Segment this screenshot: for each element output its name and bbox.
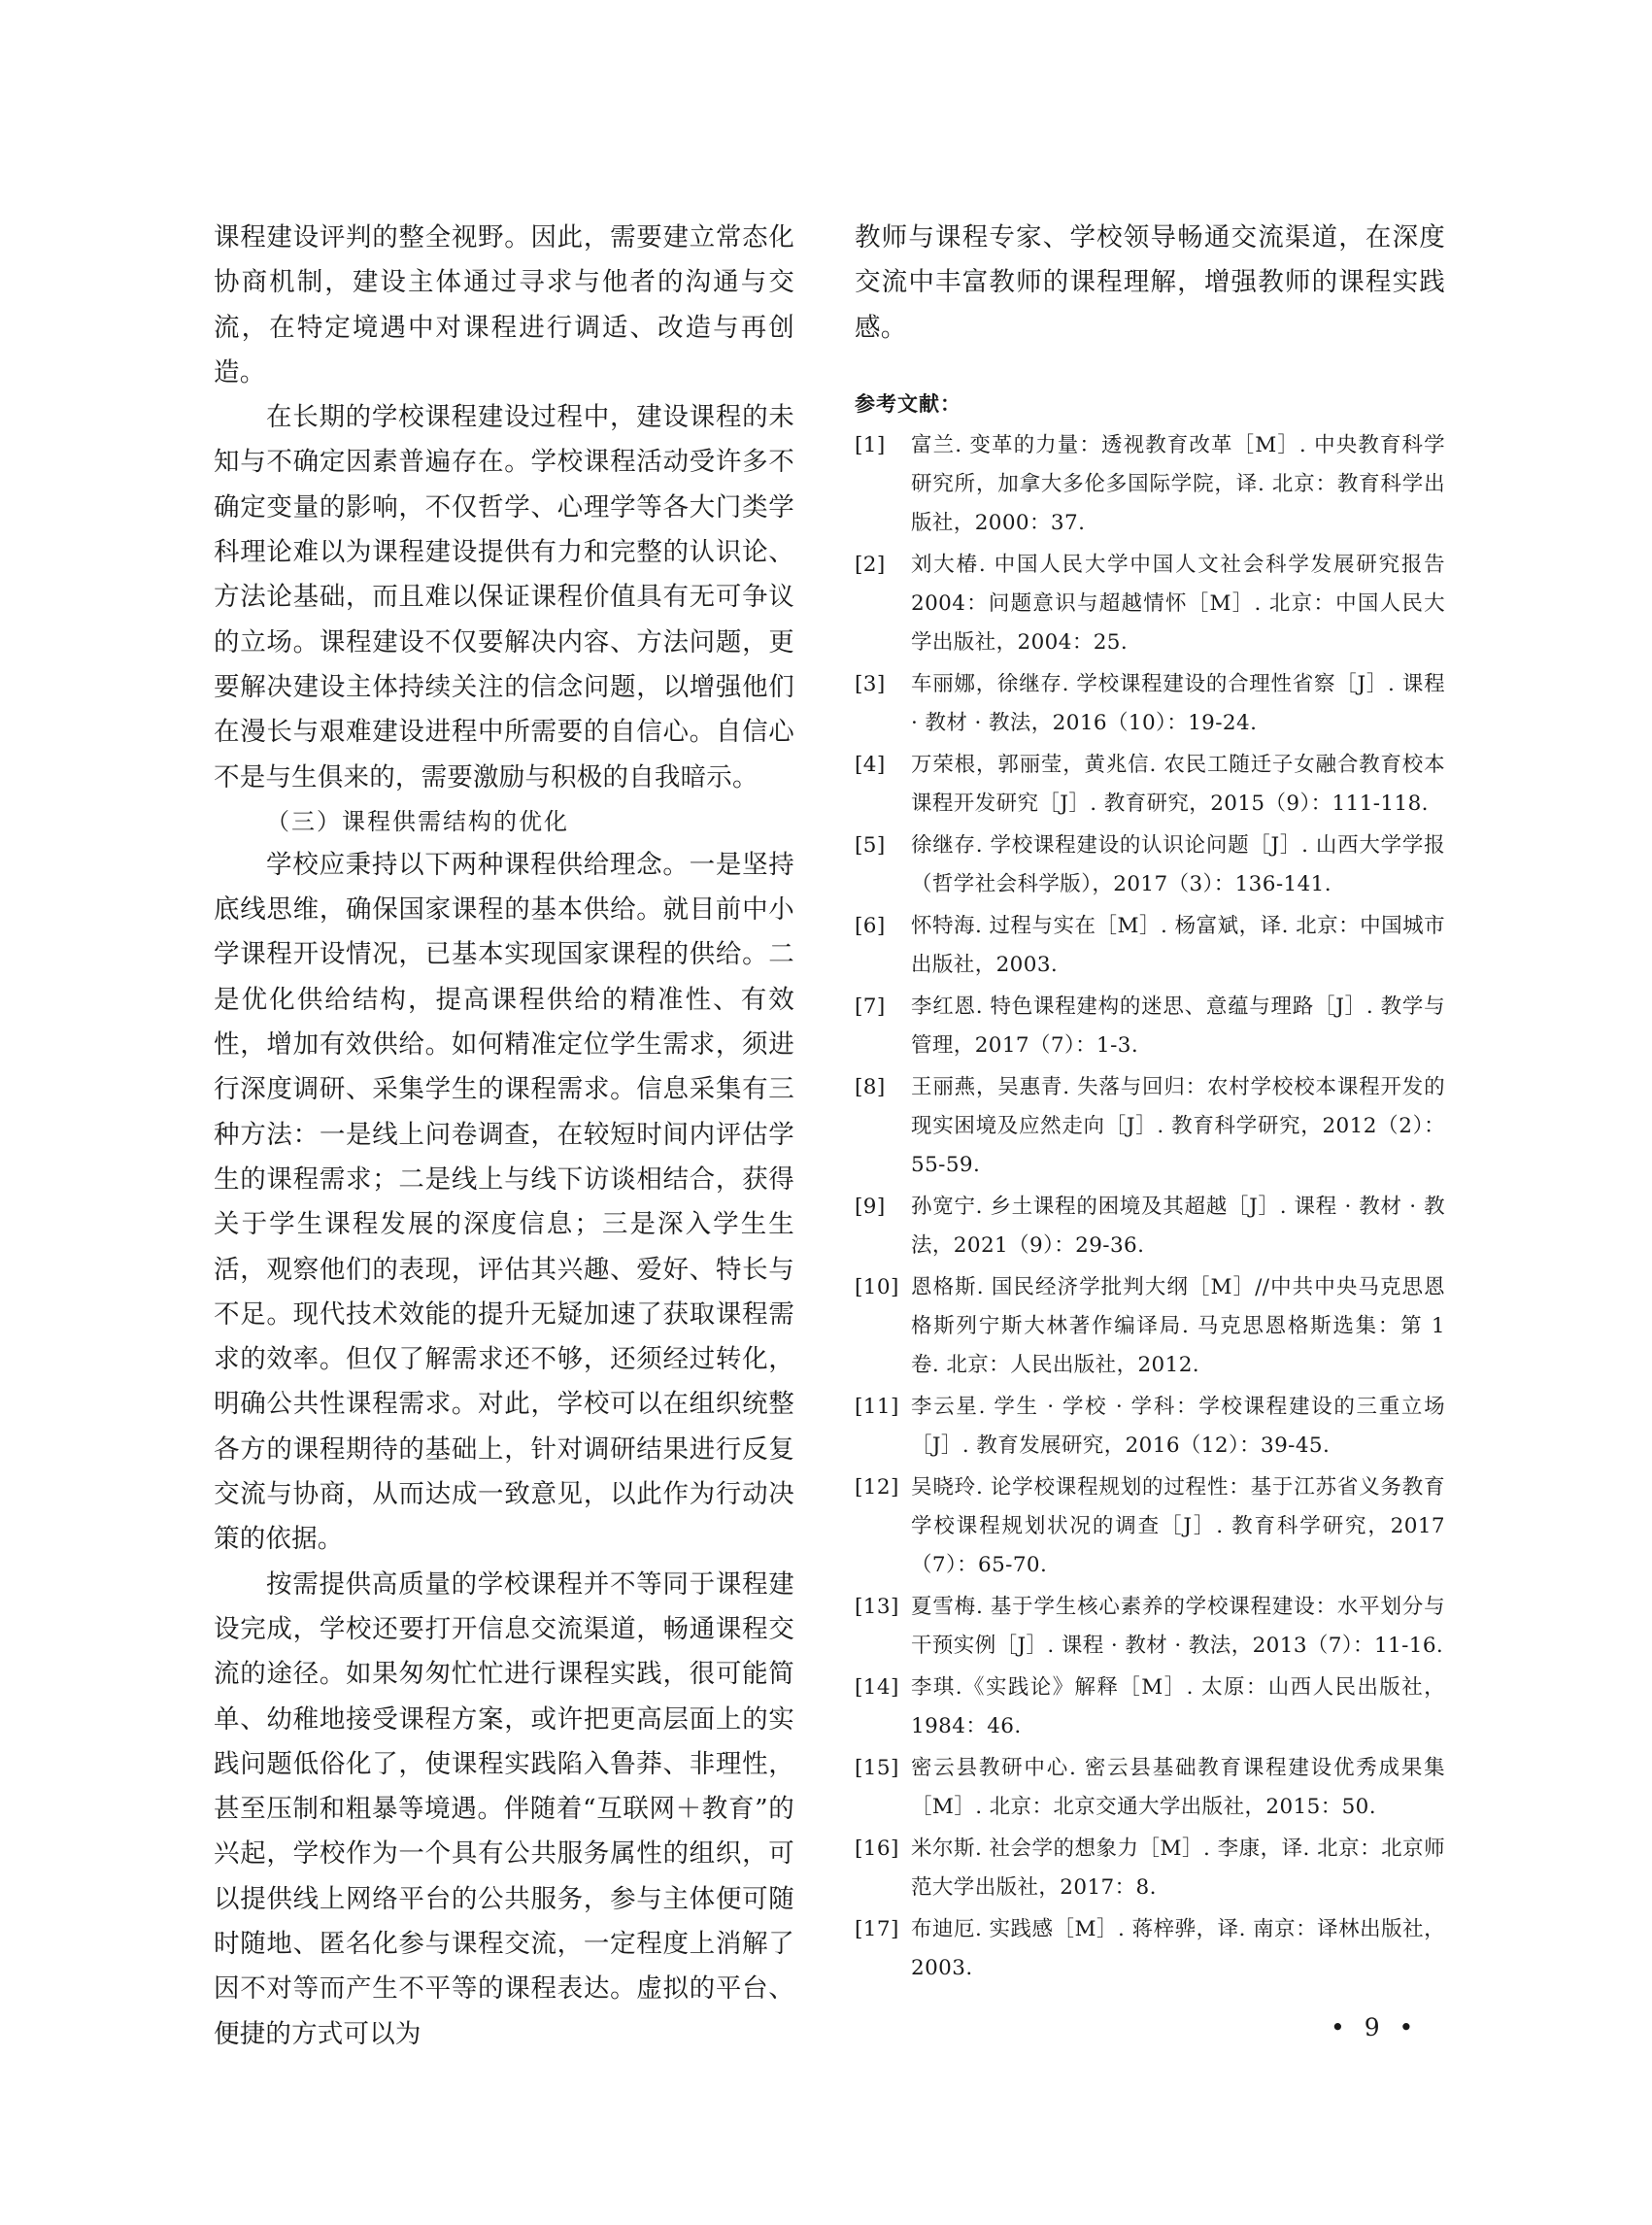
- reference-number: [5]: [855, 832, 886, 858]
- references-heading: 参考文献：: [855, 391, 961, 416]
- right-column: [855, 216, 1445, 1991]
- section-subheading: （三）课程供需结构的优化: [266, 807, 569, 835]
- reference-text: 刘大椿. 中国人民大学中国人文社会科学发展研究报告 2004：问题意识与超越情怀［M］. 北京：中国人民大学出版社，2004：25.: [911, 552, 1445, 655]
- body-paragraph: 按需提供高质量的学校课程并不等同于课程建设完成，学校还要打开信息交流渠道，畅通课程交流的途径。如果匆匆忙忙进行课程实践，很可能简单、幼稚地接受课程方案，或许把更高层面上的实践问题低俗化了，使课程实践陷入鲁莽、非理性，甚至压制和粗暴等境遇。伴随着“互联网＋教育”的兴起，学校作为一个具有公共服务属性的组织，可以提供线上网络平台的公共服务，参与主体便可随时随地、匿名化参与课程交流，一定程度上消解了因不对等而产生不平等的课程表达。虚拟的平台、便捷的方式可以为: [214, 1568, 794, 2049]
- reference-text: 王丽燕，吴惠青. 失落与回归：农村学校校本课程开发的现实困境及应然走向［J］. 教育科学研究，2012（2）：55-59.: [911, 1074, 1445, 1177]
- reference-text: 李云星. 学生 · 学校 · 学科：学校课程建设的三重立场［J］. 教育发展研究，2016（12）：39-45.: [911, 1394, 1445, 1458]
- left-column: [214, 216, 794, 2057]
- reference-text: 富兰. 变革的力量：透视教育改革［M］. 中央教育科学研究所，加拿大多伦多国际学院，译. 北京：教育科学出版社，2000：37.: [911, 432, 1445, 535]
- reference-text: 孙宽宁. 乡土课程的困境及其超越［J］. 课程 · 教材 · 教法，2021（9）：29-36.: [911, 1194, 1445, 1258]
- reference-text: 车丽娜，徐继存. 学校课程建设的合理性省察［J］. 课程 · 教材 · 教法，2016（10）：19-24.: [911, 671, 1445, 735]
- reference-number: [10]: [855, 1274, 899, 1299]
- reference-number: [4]: [855, 752, 886, 777]
- reference-number: [13]: [855, 1594, 899, 1619]
- reference-item: [855, 1669, 1445, 1746]
- reference-item: [855, 746, 1445, 824]
- reference-item: [855, 1188, 1445, 1265]
- reference-item: [855, 546, 1445, 662]
- reference-number: [16]: [855, 1836, 899, 1861]
- reference-text: 万荣根，郭丽莹，黄兆信. 农民工随迁子女融合教育校本课程开发研究［J］. 教育研究，2015（9）：111-118.: [911, 752, 1445, 816]
- reference-item: [855, 1388, 1445, 1466]
- body-paragraph: 教师与课程专家、学校领导畅通交流渠道，在深度交流中丰富教师的课程理解，增强教师的课程实践感。: [855, 222, 1445, 343]
- reference-number: [9]: [855, 1194, 886, 1219]
- reference-number: [1]: [855, 432, 886, 457]
- reference-text: 李琪.《实践论》解释［M］. 太原：山西人民出版社，1984：46.: [911, 1674, 1445, 1738]
- reference-text: 密云县教研中心. 密云县基础教育课程建设优秀成果集［M］. 北京：北京交通大学出版社，2015：50.: [911, 1755, 1445, 1819]
- reference-item: [855, 1468, 1445, 1585]
- reference-text: 怀特海. 过程与实在［M］. 杨富斌，译. 北京：中国城市出版社，2003.: [911, 913, 1445, 977]
- page-number: • 9 •: [1331, 2013, 1420, 2041]
- reference-item: [855, 1830, 1445, 1907]
- reference-number: [6]: [855, 913, 886, 938]
- reference-item: [855, 1068, 1445, 1185]
- reference-text: 徐继存. 学校课程建设的认识论问题［J］. 山西大学学报（哲学社会科学版），2017（3）：136-141.: [911, 832, 1445, 896]
- reference-item: [855, 1910, 1445, 1988]
- reference-item: [855, 826, 1445, 904]
- reference-item: [855, 665, 1445, 743]
- body-paragraph: 学校应秉持以下两种课程供给理念。一是坚持底线思维，确保国家课程的基本供给。就目前中小学课程开设情况，已基本实现国家课程的供给。二是优化供给结构，提高课程供给的精准性、有效性，增加有效供给。如何精准定位学生需求，须进行深度调研、采集学生的课程需求。信息采集有三种方法：一是线上问卷调查，在较短时间内评估学生的课程需求；二是线上与线下访谈相结合，获得关于学生课程发展的深度信息；三是深入学生生活，观察他们的表现，评估其兴趣、爱好、特长与不足。现代技术效能的提升无疑加速了获取课程需求的效率。但仅了解需求还不够，还须经过转化，明确公共性课程需求。对此，学校可以在组织统整各方的课程期待的基础上，针对调研结果进行反复交流与协商，从而达成一致意见，以此作为行动决策的依据。: [214, 849, 794, 1555]
- reference-number: [11]: [855, 1394, 899, 1419]
- reference-number: [14]: [855, 1674, 899, 1700]
- reference-text: 布迪厄. 实践感［M］. 蒋梓骅，译. 南京：译林出版社，2003.: [911, 1916, 1445, 1980]
- reference-item: [855, 1588, 1445, 1666]
- reference-text: 恩格斯. 国民经济学批判大纲［M］//中共中央马克思恩格斯列宁斯大林著作编译局. 马克思恩格斯选集：第 1 卷. 北京：人民出版社，2012.: [911, 1274, 1445, 1377]
- reference-number: [12]: [855, 1474, 899, 1500]
- reference-number: [17]: [855, 1916, 899, 1941]
- reference-number: [2]: [855, 552, 886, 577]
- reference-item: [855, 907, 1445, 985]
- reference-item: [855, 1268, 1445, 1385]
- reference-number: [7]: [855, 994, 886, 1019]
- reference-number: [3]: [855, 671, 886, 696]
- reference-text: 米尔斯. 社会学的想象力［M］. 李康，译. 北京：北京师范大学出版社，2017：8.: [911, 1836, 1445, 1900]
- reference-item: [855, 988, 1445, 1065]
- reference-number: [8]: [855, 1074, 886, 1099]
- reference-text: 夏雪梅. 基于学生核心素养的学校课程建设：水平划分与干预实例［J］. 课程 · 教材 · 教法，2013（7）：11-16.: [911, 1594, 1445, 1658]
- reference-item: [855, 426, 1445, 543]
- reference-text: 李红恩. 特色课程建构的迷思、意蕴与理路［J］. 教学与管理，2017（7）：1-3.: [911, 994, 1445, 1058]
- reference-number: [15]: [855, 1755, 899, 1780]
- body-paragraph: 在长期的学校课程建设过程中，建设课程的未知与不确定因素普遍存在。学校课程活动受许多不确定变量的影响，不仅哲学、心理学等各大门类学科理论难以为课程建设提供有力和完整的认识论、方法论基础，而且难以保证课程价值具有无可争议的立场。课程建设不仅要解决内容、方法问题，更要解决建设主体持续关注的信念问题，以增强他们在漫长与艰难建设进程中所需要的自信心。自信心不是与生俱来的，需要激励与积极的自我暗示。: [214, 402, 794, 792]
- body-paragraph: 课程建设评判的整全视野。因此，需要建立常态化协商机制，建设主体通过寻求与他者的沟通与交流，在特定境遇中对课程进行调适、改造与再创造。: [214, 222, 794, 388]
- reference-list: [855, 426, 1445, 1988]
- reference-text: 吴晓玲. 论学校课程规划的过程性：基于江苏省义务教育学校课程规划状况的调查［J］. 教育科学研究，2017（7）：65-70.: [911, 1474, 1445, 1577]
- reference-item: [855, 1749, 1445, 1827]
